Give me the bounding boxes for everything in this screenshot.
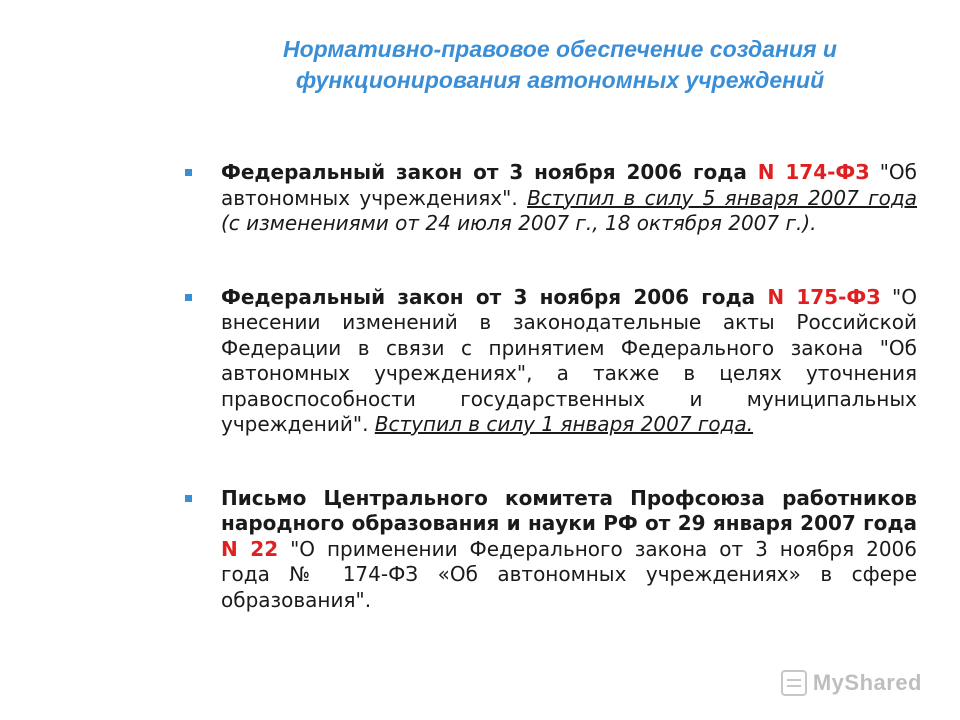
watermark — [781, 670, 922, 696]
law-item-number: N 175-ФЗ — [767, 284, 881, 309]
law-item-175 — [185, 285, 917, 438]
law-item-174 — [185, 160, 917, 237]
law-item-description: "О внесении изменений в законодательные акты Российской Федерации в связи с принятием Федерального закона "Об автономных учреждениях", а также в целях уточнения правоспособности государственных и муниципальных учреждений". — [221, 284, 917, 436]
law-item-description: "Об автономных учреждениях". — [221, 160, 917, 210]
letter-item-22 — [185, 486, 917, 614]
slide-title-line-1: Нормативно-правовое обеспечение создания и — [283, 36, 837, 62]
law-item-heading: Федеральный закон от 3 ноября 2006 года — [221, 160, 758, 184]
law-item-number: N 174-ФЗ — [757, 160, 870, 184]
slide-title-line-2: функционирования автономных учреждений — [295, 67, 825, 93]
bullet-square-icon — [185, 294, 192, 301]
law-list — [185, 160, 917, 613]
law-item-effective-date: Вступил в силу 5 января 2007 года — [527, 185, 917, 210]
slide-title — [200, 34, 920, 96]
watermark-text: MyShared — [812, 670, 922, 695]
law-item-heading: Федеральный закон от 3 ноября 2006 года — [221, 284, 768, 309]
presentation-icon — [781, 670, 807, 696]
letter-item-heading: Письмо Центрального комитета Профсоюза работников народного образования и науки РФ от 29 января 2007 года — [221, 485, 917, 535]
bullet-square-icon — [185, 169, 192, 176]
bullet-square-icon — [185, 495, 192, 502]
letter-item-number: N 22 — [221, 536, 279, 561]
law-item-effective-date: Вступил в силу 1 января 2007 года. — [374, 412, 754, 436]
letter-item-description: "О применении Федерального закона от 3 ноября 2006 года № 174-ФЗ «Об автономных учреждениях» в сфере образования". — [221, 536, 917, 612]
law-item-amendments: (с изменениями от 24 июля 2007 г., 18 октября 2007 г.). — [221, 211, 817, 235]
